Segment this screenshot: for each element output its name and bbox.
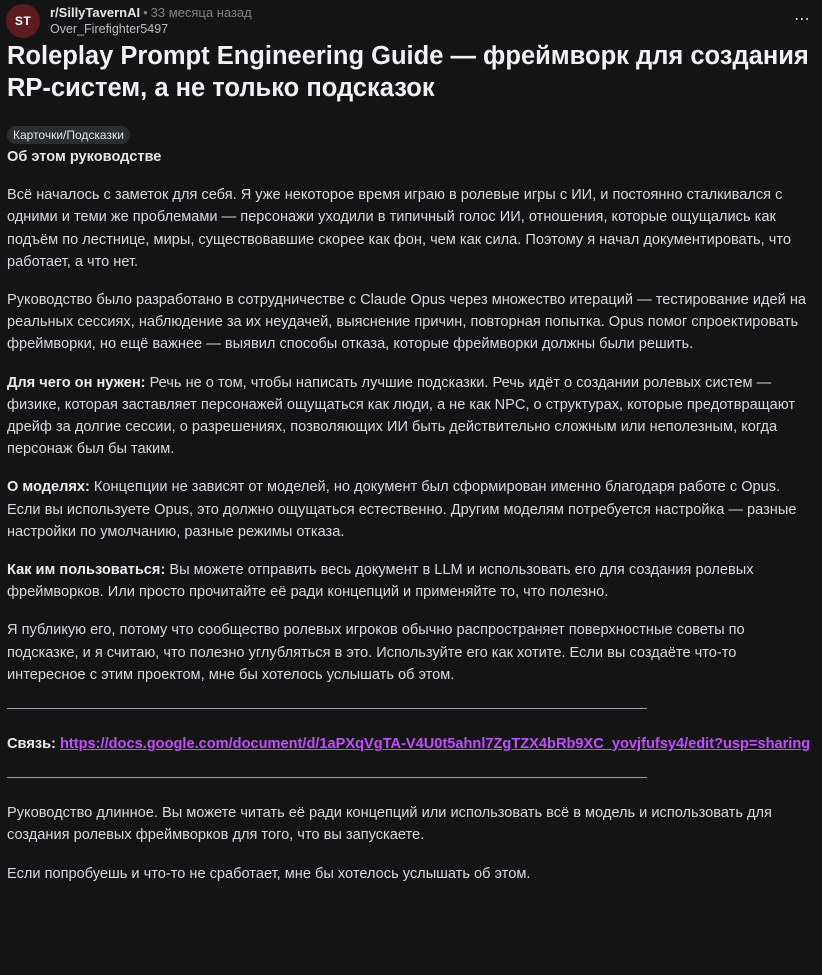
post-meta	[50, 5, 252, 20]
post-body	[7, 146, 815, 901]
subreddit-link[interactable]: r/SillyTavernAI	[50, 5, 141, 20]
post-time: 33 месяца назад	[150, 5, 252, 20]
models-label: О моделях:	[7, 479, 90, 496]
meta-separator: •	[143, 5, 148, 20]
usage-label: Как им пользоваться:	[7, 562, 166, 579]
paragraph-collaboration: Руководство было разработано в сотрудничестве с Claude Opus через множество итераций — тестирование идей на реальных сессиях, наблюдение за их неудачей, выяснение причин, повторная попытка. Opus помог спроектировать фреймворки, но ещё важнее — выявил способы отказа, которые фреймворки должны были решить.	[7, 292, 807, 353]
paragraph-purpose	[7, 372, 815, 461]
document-link[interactable]: https://docs.google.com/document/d/1aPXqVgTA-V4U0t5ahnl7ZgTZX4bRb9XC_yovjfufsy4/edit?usp=sharing	[59, 736, 811, 753]
divider	[7, 777, 647, 778]
subreddit-avatar[interactable]: ST	[6, 4, 40, 38]
purpose-label: Для чего он нужен:	[7, 374, 146, 391]
section-heading: Об этом руководстве	[7, 149, 162, 165]
usage-text: Вы можете отправить весь документ в LLM и использовать его для создания ролевых фреймворков. Или просто прочитайте её ради концепций и применяйте то, что полезно.	[7, 562, 754, 601]
models-text: Концепции не зависят от моделей, но документ был сформирован именно благодаря работе с Opus. Если вы используете Opus, это должно ощущаться естественно. Другим моделям потребуется настройка — разные настройки по умолчанию, разные режимы отказа.	[7, 479, 797, 540]
paragraph-models	[7, 476, 815, 543]
divider	[7, 708, 647, 709]
paragraph-usage	[7, 559, 815, 603]
post-title: Roleplay Prompt Engineering Guide — фреймворк для создания RP-систем, а не только подсказок	[7, 42, 809, 102]
paragraph-link	[7, 733, 815, 755]
author-link[interactable]: Over_Firefighter5497	[50, 22, 169, 36]
post-header	[6, 4, 816, 40]
paragraph-length: Руководство длинное. Вы можете читать её ради концепций или использовать всё в модель и использовать для создания ролевых фреймворков для того, что вы запускаете.	[7, 805, 772, 844]
more-options-icon[interactable]: ⋯	[794, 11, 810, 28]
purpose-text: Речь не о том, чтобы написать лучшие подсказки. Речь идёт о создании ролевых систем — физике, которая заставляет персонажей ощущаться как люди, а не как NPC, о структурах, которые предотвращают дрейф за долгие сессии, о разрешениях, позволяющих ИИ быть действительно сложным или неполезным, когда персонаж был бы таким.	[7, 374, 796, 458]
paragraph-feedback: Если попробуешь и что-то не сработает, мне бы хотелось услышать об этом.	[7, 865, 531, 882]
post-flair[interactable]: Карточки/Подсказки	[7, 126, 130, 144]
paragraph-publishing: Я публикую его, потому что сообщество ролевых игроков обычно распространяет поверхностные советы по подсказке, и я считаю, что полезно углубляться в это. Используйте его как хотите. Если вы создаёте что-то интересное с этим проектом, мне бы хотелось услышать об этом.	[7, 622, 745, 683]
paragraph-intro: Всё началось с заметок для себя. Я уже некоторое время играю в ролевые игры с ИИ, и постоянно сталкивался с одними и теми же проблемами — персонажи уходили в типичный голос ИИ, отношения, которые ощущались как подъём по лестнице, миры, существовавшие скорее как фон, чем как сила. Поэтому я начал документировать, что работает, а что нет.	[7, 187, 791, 270]
link-label: Связь:	[7, 736, 56, 753]
